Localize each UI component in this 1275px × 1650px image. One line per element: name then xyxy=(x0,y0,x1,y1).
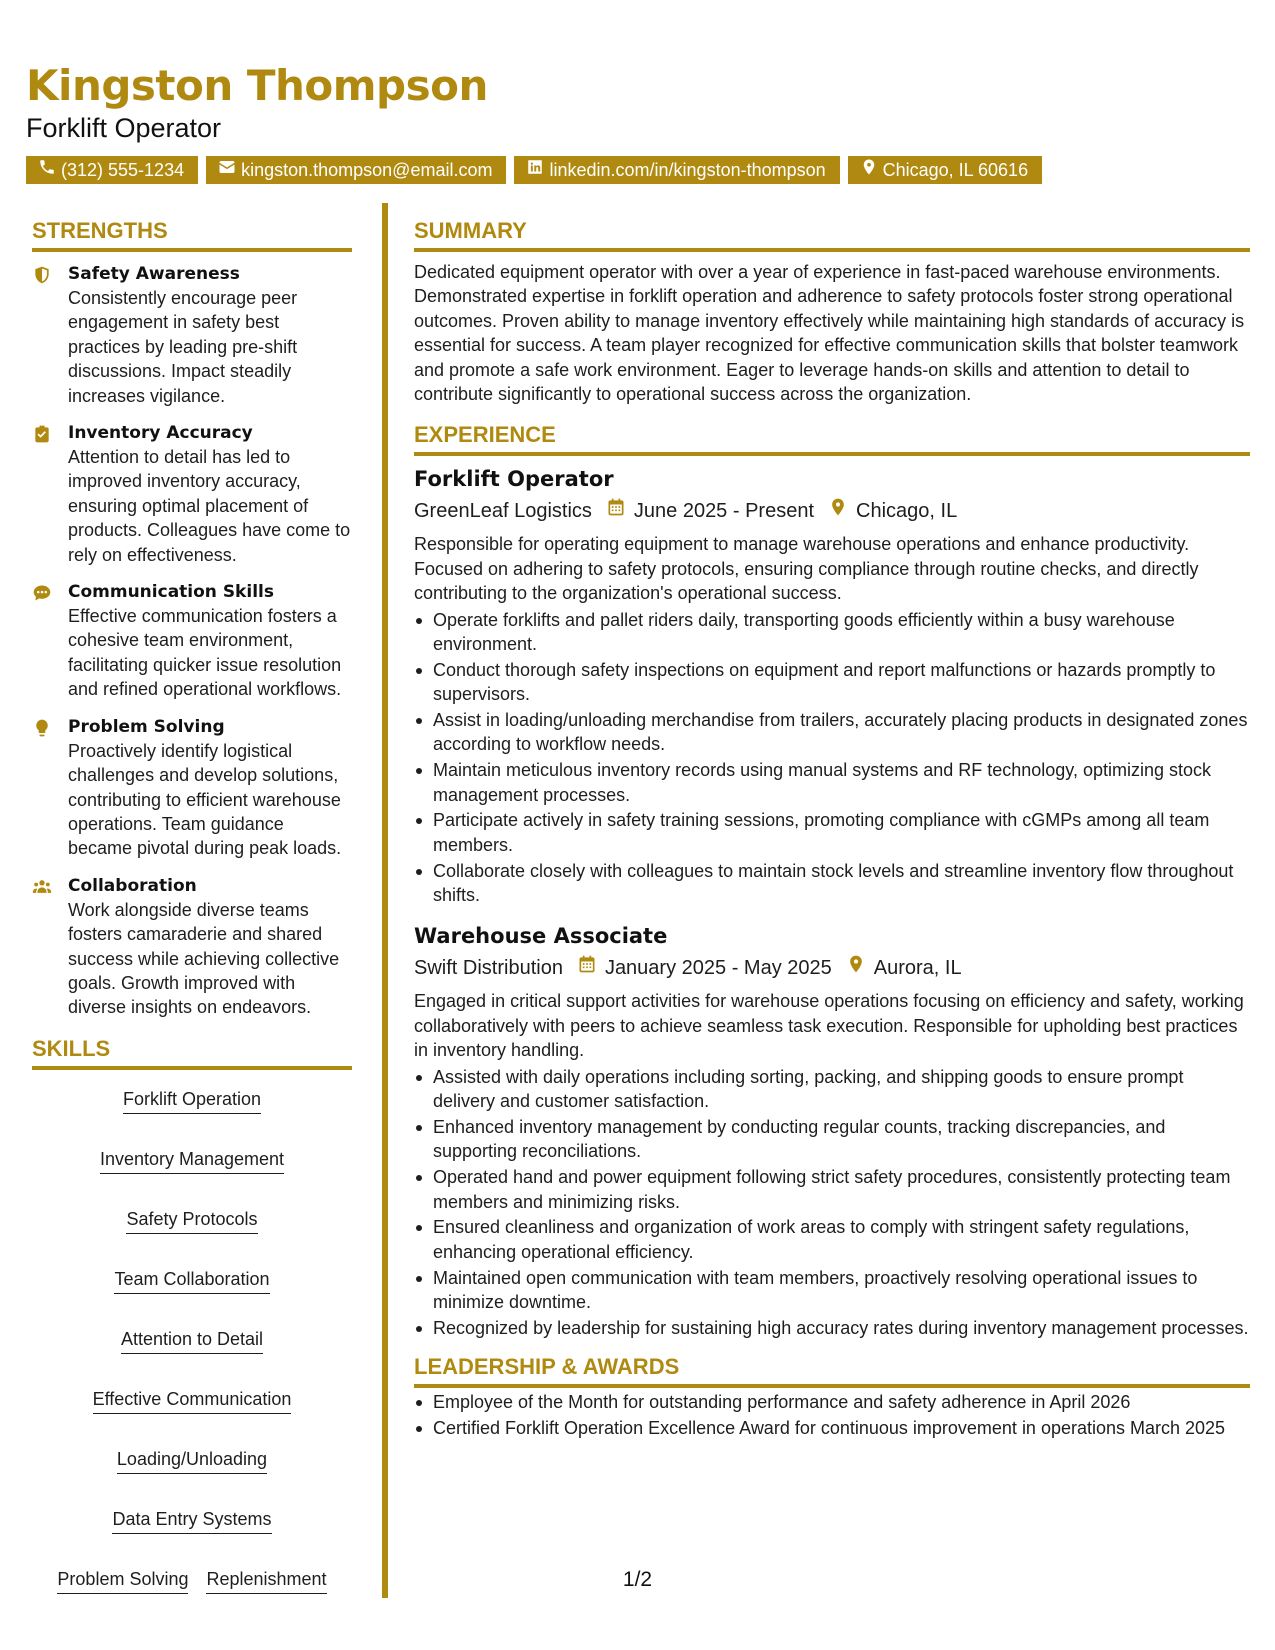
job-meta xyxy=(414,953,1250,983)
strength-item xyxy=(32,421,352,567)
job-bullet: Participate actively in safety training sessions, promoting compliance with cGMPs among all team members. xyxy=(414,808,1250,857)
linkedin-icon xyxy=(526,156,544,184)
job-company: GreenLeaf Logistics xyxy=(414,500,592,523)
skill-tag: Attention to Detail xyxy=(121,1328,263,1354)
strength-item xyxy=(32,715,352,861)
summary-heading: SUMMARY xyxy=(414,216,1250,252)
job-entry xyxy=(414,464,1250,907)
job-entry xyxy=(414,921,1250,1340)
strength-item xyxy=(32,262,352,408)
job-bullet: Operated hand and power equipment following strict safety procedures, consistently protecting team members and minimizing risks. xyxy=(414,1165,1250,1214)
contact-email[interactable] xyxy=(206,156,506,184)
award-item: Certified Forklift Operation Excellence Award for continuous improvement in operations March 2025 xyxy=(414,1416,1250,1440)
contact-phone-text: (312) 555-1234 xyxy=(61,160,185,180)
job-bullets xyxy=(414,1065,1250,1340)
right-column xyxy=(414,216,1250,1442)
skills-heading: SKILLS xyxy=(32,1034,352,1070)
calendar-icon xyxy=(592,496,634,526)
job-description: Responsible for operating equipment to manage warehouse operations and enhance productivity. Focused on adhering to safety protocols, ensuring compliance through routine checks, and directly contributing to the organization's operational success. xyxy=(414,534,1199,604)
strength-desc: Consistently encourage peer engagement in safety best practices by leading pre-shift discussions. Impact steadily increases vigilance. xyxy=(68,288,298,406)
strength-title: Safety Awareness xyxy=(68,264,240,284)
strength-desc: Proactively identify logistical challenges and develop solutions, contributing to efficient warehouse operations. Team guidance became pivotal during peak loads. xyxy=(68,740,342,859)
skill-tag: Effective Communication xyxy=(93,1388,292,1414)
clipboard-check-icon xyxy=(32,421,54,567)
job-bullet: Conduct thorough safety inspections on equipment and report malfunctions or hazards promptly to supervisors. xyxy=(414,658,1250,707)
summary-section xyxy=(414,216,1250,406)
skill-tag: Data Entry Systems xyxy=(112,1508,271,1534)
job-bullet: Maintained open communication with team members, proactively resolving operational issues to minimize downtime. xyxy=(414,1266,1250,1315)
contact-location-text: Chicago, IL 60616 xyxy=(882,160,1029,180)
location-pin-icon xyxy=(860,156,878,184)
job-title: Warehouse Associate xyxy=(414,924,668,949)
job-company: Swift Distribution xyxy=(414,957,563,980)
job-bullets xyxy=(414,608,1250,908)
contact-linkedin[interactable] xyxy=(514,156,839,184)
strength-item xyxy=(32,874,352,1020)
contact-phone[interactable] xyxy=(26,156,198,184)
skill-tag: Replenishment xyxy=(206,1568,326,1594)
contact-bar xyxy=(26,156,1256,184)
page-number: 1/2 xyxy=(622,1568,653,1591)
awards-heading: LEADERSHIP & AWARDS xyxy=(414,1352,1250,1388)
job-bullet: Recognized by leadership for sustaining high accuracy rates during inventory management processes. xyxy=(414,1316,1250,1340)
skill-tag: Forklift Operation xyxy=(123,1088,261,1114)
job-title: Forklift Operator xyxy=(414,467,614,492)
job-location: Aurora, IL xyxy=(873,957,962,980)
job-bullet: Ensured cleanliness and organization of work areas to comply with stringent safety regulations, enhancing operational efficiency. xyxy=(414,1215,1250,1264)
strength-title: Problem Solving xyxy=(68,716,225,737)
job-description: Engaged in critical support activities for warehouse operations focusing on efficiency and safety, working collaboratively with peers to achieve seamless task execution. Responsible for upholding best practices in inventory handling. xyxy=(414,991,1244,1061)
award-item: Employee of the Month for outstanding performance and safety adherence in April 2026 xyxy=(414,1390,1250,1414)
strength-desc: Attention to detail has led to improved inventory accuracy, ensuring optimal placement of products. Colleagues have come to rely on effectiveness. xyxy=(68,447,351,565)
envelope-icon xyxy=(218,156,236,184)
job-bullet: Maintain meticulous inventory records using manual systems and RF technology, optimizing stock management processes. xyxy=(414,758,1250,807)
job-location: Chicago, IL xyxy=(856,500,958,523)
phone-icon xyxy=(38,156,56,184)
skill-tag: Team Collaboration xyxy=(114,1268,269,1294)
contact-location[interactable] xyxy=(848,156,1042,184)
contact-linkedin-text: linkedin.com/in/kingston-thompson xyxy=(549,160,826,180)
strengths-heading: STRENGTHS xyxy=(32,216,352,252)
job-bullet: Operate forklifts and pallet riders daily, transporting goods efficiently within a busy warehouse environment. xyxy=(414,608,1250,657)
awards-section xyxy=(414,1352,1250,1440)
strength-item xyxy=(32,580,352,702)
lightbulb-icon xyxy=(32,715,54,861)
skill-tag: Problem Solving xyxy=(57,1568,188,1594)
shield-icon xyxy=(32,262,54,408)
column-divider xyxy=(382,203,388,1598)
strength-desc: Effective communication fosters a cohesive team environment, facilitating quicker issue resolution and refined operational workflows. xyxy=(68,606,342,700)
job-meta xyxy=(414,496,1250,526)
job-dates: June 2025 - Present xyxy=(633,500,815,523)
resume-header xyxy=(26,60,1256,184)
candidate-name: Kingston Thompson xyxy=(26,61,488,110)
strength-title: Communication Skills xyxy=(68,582,274,603)
location-pin-icon xyxy=(832,953,874,983)
skills-section xyxy=(32,1034,352,1594)
skill-tag: Safety Protocols xyxy=(126,1208,257,1234)
job-bullet: Assisted with daily operations including sorting, packing, and shipping goods to ensure prompt delivery and customer satisfaction. xyxy=(414,1065,1250,1114)
summary-text: Dedicated equipment operator with over a year of experience in fast-paced warehouse environments. Demonstrated expertise in forklift operation and adherence to safety protocols foster strong operational outcomes. Proven ability to manage inventory effectively while maintaining high standards of accuracy is essential for success. A team player recognized for effective communication skills that bolster teamwork and promote a safe work environment. Eager to leverage hands-on skills and attention to detail to contribute significantly to operational success across the organization. xyxy=(414,262,1245,405)
skill-tag: Loading/Unloading xyxy=(117,1448,267,1474)
left-column xyxy=(32,216,352,1594)
experience-heading: EXPERIENCE xyxy=(414,420,1250,456)
candidate-title: Forklift Operator xyxy=(26,113,222,143)
strengths-section xyxy=(32,216,352,1020)
job-bullet: Enhanced inventory management by conducting regular counts, tracking discrepancies, and supporting reconciliations. xyxy=(414,1115,1250,1164)
experience-section xyxy=(414,420,1250,1340)
contact-email-text: kingston.thompson@email.com xyxy=(241,160,493,180)
awards-list xyxy=(414,1390,1250,1440)
job-bullet: Collaborate closely with colleagues to maintain stock levels and streamline inventory flow throughout shifts. xyxy=(414,859,1250,908)
calendar-icon xyxy=(563,953,605,983)
job-bullet: Assist in loading/unloading merchandise from trailers, accurately placing products in designated zones according to workflow needs. xyxy=(414,708,1250,757)
location-pin-icon xyxy=(814,496,856,526)
job-dates: January 2025 - May 2025 xyxy=(604,957,832,980)
users-icon xyxy=(32,874,54,1020)
strength-title: Inventory Accuracy xyxy=(68,423,253,444)
skill-tag: Inventory Management xyxy=(100,1148,284,1174)
strength-title: Collaboration xyxy=(68,875,197,896)
strength-desc: Work alongside diverse teams fosters camaraderie and shared success while achieving collective goals. Growth improved with diverse insights on endeavors. xyxy=(68,899,340,1018)
chat-bubble-icon xyxy=(32,580,54,702)
